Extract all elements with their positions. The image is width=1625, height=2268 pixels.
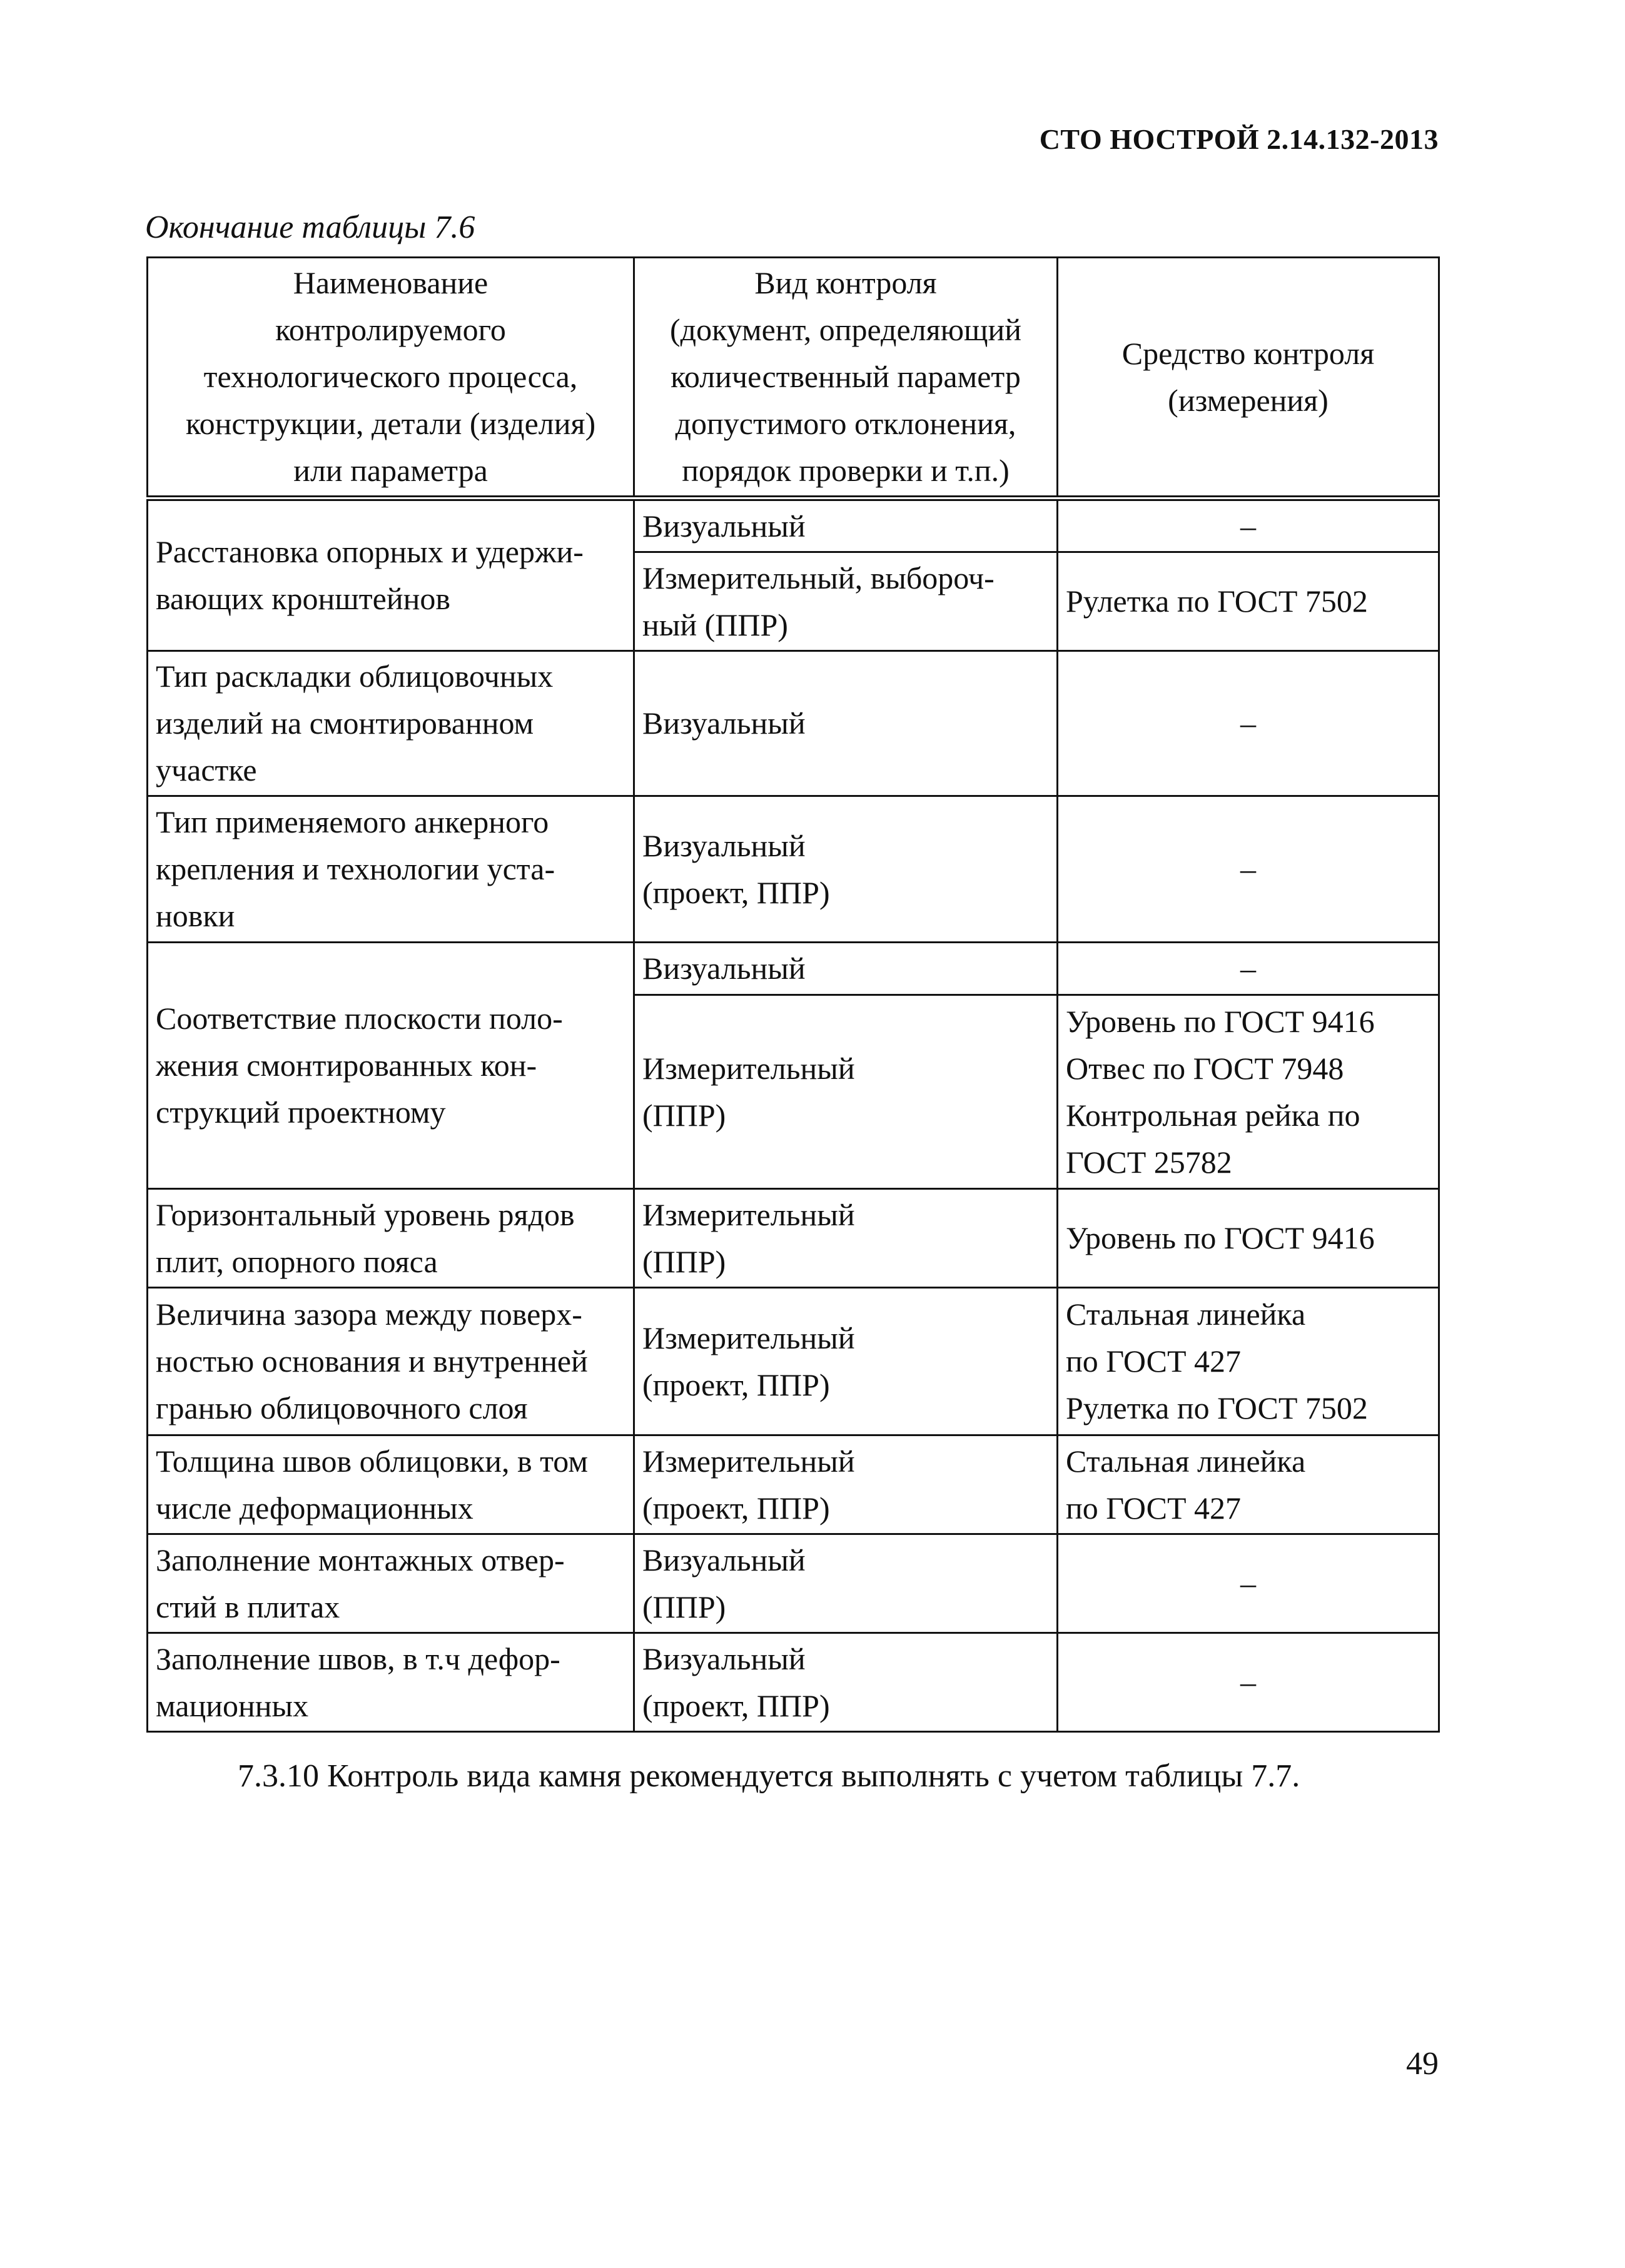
cell-text-line: Рулетка по ГОСТ 7502	[1066, 1390, 1368, 1425]
table-row	[148, 943, 1439, 995]
row8-control-means	[1058, 1534, 1439, 1633]
cell-text-line: (проект, ППР)	[642, 1490, 830, 1526]
row4a-control-type	[634, 943, 1058, 995]
cell-text-line: –	[1240, 508, 1256, 544]
cell-text-line: (документ, определяющий	[670, 312, 1021, 347]
cell-text-line: Визуальный	[642, 1641, 806, 1676]
cell-text-line: Толщина швов облицовки, в том	[156, 1443, 588, 1479]
cell-text-line: (ППР)	[642, 1589, 726, 1624]
cell-text-line: (измерения)	[1168, 382, 1329, 418]
row9-control-means	[1058, 1633, 1439, 1732]
cell-text-line: Контрольная рейка по	[1066, 1097, 1360, 1133]
cell-text-line: Визуальный	[642, 828, 806, 863]
table-row	[148, 1435, 1439, 1534]
cell-text-line: Измерительный	[642, 1197, 855, 1232]
cell-text-line: –	[1240, 1664, 1256, 1699]
cell-text-line: Визуальный	[642, 706, 806, 741]
cell-text-line: Стальная линейка	[1066, 1443, 1306, 1479]
cell-text-line: Рулетка по ГОСТ 7502	[1066, 584, 1368, 619]
cell-text-line: по ГОСТ 427	[1066, 1344, 1242, 1379]
row6-parameter	[148, 1288, 634, 1435]
cell-text-line: жения смонтированных кон-	[156, 1048, 537, 1083]
row6-control-means	[1058, 1288, 1439, 1435]
header-control-means	[1058, 258, 1439, 499]
cell-text-line: Визуальный	[642, 1542, 806, 1577]
cell-text-line: допустимого отклонения,	[675, 406, 1016, 441]
cell-text-line: ный (ППР)	[642, 607, 788, 642]
cell-text-line: Тип применяемого анкерного	[156, 804, 549, 839]
cell-text-line: (проект, ППР)	[642, 874, 830, 910]
cell-text-line: технологического процесса,	[203, 359, 578, 394]
control-table	[146, 256, 1440, 1733]
cell-text-line: Уровень по ГОСТ 9416	[1066, 1003, 1375, 1039]
cell-text-line: ностью основания и внутренней	[156, 1344, 588, 1379]
row7-control-type	[634, 1435, 1058, 1534]
cell-text-line: числе деформационных	[156, 1490, 473, 1526]
cell-text-line: –	[1240, 951, 1256, 986]
cell-text-line: –	[1240, 706, 1256, 741]
cell-text-line: вающих кронштейнов	[156, 581, 450, 616]
paragraph-7-3-10: 7.3.10 Контроль вида камня рекомендуется выполнять с учетом таблицы 7.7.	[238, 1758, 1300, 1794]
table-header-row	[148, 258, 1439, 499]
cell-text-line: гранью облицовочного слоя	[156, 1390, 528, 1425]
cell-text-line: Измерительный	[642, 1320, 855, 1355]
cell-text-line: Визуальный	[642, 508, 806, 544]
table-row	[148, 651, 1439, 796]
table-row	[148, 1534, 1439, 1633]
cell-text-line: изделий на смонтированном	[156, 706, 534, 741]
cell-text-line: количественный параметр	[671, 359, 1021, 394]
table-row	[148, 1288, 1439, 1435]
cell-text-line: по ГОСТ 427	[1066, 1490, 1242, 1526]
cell-text-line: плит, опорного пояса	[156, 1243, 438, 1279]
header-parameter	[148, 258, 634, 499]
cell-text-line: Заполнение швов, в т.ч дефор-	[156, 1641, 560, 1676]
cell-text-line: мационных	[156, 1688, 309, 1723]
cell-text-line: крепления и технологии уста-	[156, 851, 555, 886]
cell-text-line: Вид контроля	[754, 265, 937, 300]
row6-control-type	[634, 1288, 1058, 1435]
table-row	[148, 499, 1439, 552]
row1a-control-type	[634, 499, 1058, 552]
cell-text-line: Отвес по ГОСТ 7948	[1066, 1050, 1344, 1086]
cell-text-line: Горизонтальный уровень рядов	[156, 1197, 575, 1232]
cell-text-line: (проект, ППР)	[642, 1688, 830, 1723]
table-row	[148, 796, 1439, 943]
table-row	[148, 1633, 1439, 1732]
row9-parameter	[148, 1633, 634, 1732]
cell-text-line: участке	[156, 752, 257, 787]
cell-text-line: Стальная линейка	[1066, 1297, 1306, 1332]
row7-control-means	[1058, 1435, 1439, 1534]
row5-control-type	[634, 1189, 1058, 1288]
row2-control-type	[634, 651, 1058, 796]
cell-text-line: Визуальный	[642, 951, 806, 986]
cell-text-line: Измерительный, выбороч-	[642, 560, 995, 595]
cell-text-line: –	[1240, 1566, 1256, 1601]
table-row	[148, 1189, 1439, 1288]
cell-text-line: Средство контроля	[1121, 335, 1375, 371]
cell-text-line: Измерительный	[642, 1050, 855, 1086]
table-caption: Окончание таблицы 7.6	[145, 210, 475, 245]
cell-text-line: –	[1240, 851, 1256, 886]
cell-text-line: струкций проектному	[156, 1095, 446, 1130]
cell-text-line: Измерительный	[642, 1443, 855, 1479]
row1b-control-type	[634, 552, 1058, 651]
header-control-type	[634, 258, 1058, 499]
cell-text-line: Величина зазора между поверх-	[156, 1297, 582, 1332]
page-number: 49	[1406, 2046, 1439, 2082]
document-code-header: СТО НОСТРОЙ 2.14.132-2013	[1039, 123, 1439, 155]
cell-text-line: порядок проверки и т.п.)	[682, 453, 1010, 488]
row4a-control-means	[1058, 943, 1439, 995]
cell-text-line: Тип раскладки облицовочных	[156, 659, 554, 694]
row1b-control-means	[1058, 552, 1439, 651]
row2-parameter	[148, 651, 634, 796]
cell-text-line: Наименование	[293, 265, 489, 300]
cell-text-line: новки	[156, 898, 235, 933]
cell-text-line: Уровень по ГОСТ 9416	[1066, 1220, 1375, 1255]
cell-text-line: Заполнение монтажных отвер-	[156, 1542, 565, 1577]
row2-control-means	[1058, 651, 1439, 796]
row1-parameter	[148, 499, 634, 651]
cell-text-line: Соответствие плоскости поло-	[156, 1001, 563, 1036]
row3-parameter	[148, 796, 634, 943]
row8-control-type	[634, 1534, 1058, 1633]
cell-text-line: стий в плитах	[156, 1589, 340, 1624]
row5-control-means	[1058, 1189, 1439, 1288]
row7-parameter	[148, 1435, 634, 1534]
cell-text-line: контролируемого	[275, 312, 506, 347]
row4-parameter	[148, 943, 634, 1189]
row3-control-means	[1058, 796, 1439, 943]
row3-control-type	[634, 796, 1058, 943]
cell-text-line: Расстановка опорных и удержи-	[156, 534, 584, 569]
row8-parameter	[148, 1534, 634, 1633]
cell-text-line: ГОСТ 25782	[1066, 1144, 1232, 1180]
row1a-control-means	[1058, 499, 1439, 552]
row4b-control-means	[1058, 995, 1439, 1189]
row4b-control-type	[634, 995, 1058, 1189]
cell-text-line: (ППР)	[642, 1243, 726, 1279]
cell-text-line: (ППР)	[642, 1097, 726, 1133]
cell-text-line: конструкции, детали (изделия)	[185, 406, 596, 441]
cell-text-line: (проект, ППР)	[642, 1367, 830, 1402]
row5-parameter	[148, 1189, 634, 1288]
row9-control-type	[634, 1633, 1058, 1732]
cell-text-line: или параметра	[293, 453, 488, 488]
